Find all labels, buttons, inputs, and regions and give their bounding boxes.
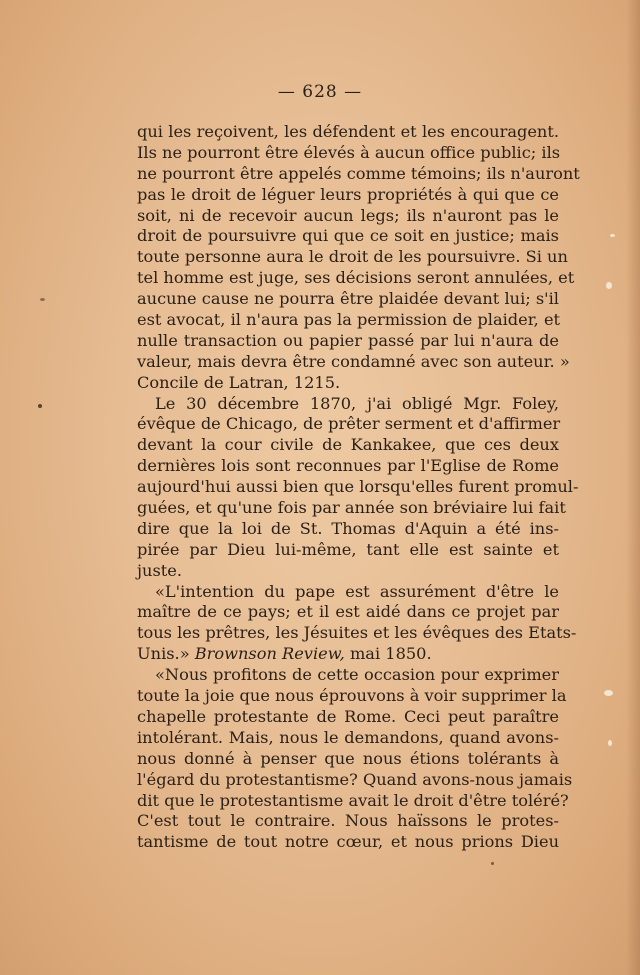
text-line: toute la joie que nous éprouvons à voir supprimer la bbox=[137, 686, 567, 706]
paper-speck bbox=[606, 282, 612, 289]
paper-speck bbox=[610, 234, 615, 237]
paper-speck bbox=[38, 404, 42, 408]
text-line: dernières lois sont reconnues par l'Eglise de Rome bbox=[137, 456, 559, 476]
text-line: guées, et qu'une fois par année son bréviaire lui fait bbox=[137, 498, 566, 518]
text-line: «L'intention du pape est assurément d'être le bbox=[155, 581, 559, 601]
text-line: devant la cour civile de Kankakee, que ces deux bbox=[137, 435, 559, 455]
text-line: nous donné à penser que nous étions tolérants à bbox=[137, 748, 559, 768]
text-line: tantisme de tout notre cœur, et nous prions Dieu bbox=[137, 832, 559, 852]
text-line: tel homme est juge, ses décisions seront annulées, et bbox=[137, 268, 575, 288]
paper-speck bbox=[491, 862, 494, 865]
text-line: C'est tout le contraire. Nous haïssons le protes- bbox=[137, 811, 559, 831]
text-line: dit que le protestantisme avait le droit d'être toléré? bbox=[137, 790, 569, 810]
text-line: aucune cause ne pourra être plaidée devant lui; s'il bbox=[137, 289, 559, 309]
text-line: maître de ce pays; et il est aidé dans ce projet par bbox=[137, 602, 559, 622]
text-line: l'égard du protestantisme? Quand avons-nous jamais bbox=[137, 769, 573, 789]
text-line: dire que la loi de St. Thomas d'Aquin a été ins- bbox=[137, 518, 559, 538]
text-line: pas le droit de léguer leurs propriétés à qui que ce bbox=[137, 184, 559, 204]
text-line: évêque de Chicago, de prêter serment et d'affirmer bbox=[137, 414, 561, 434]
page-number: — 628 — bbox=[277, 82, 363, 102]
text-line: Ils ne pourront être élevés à aucun office public; ils bbox=[137, 142, 561, 162]
text-line: est avocat, il n'aura pas la permission de plaider, et bbox=[137, 310, 561, 330]
text-line: tous les prêtres, les Jésuites et les évêques des Etats- bbox=[137, 623, 577, 643]
text-line: «Nous profitons de cette occasion pour exprimer bbox=[155, 665, 559, 685]
text-line: valeur, mais devra être condamné avec son auteur. » bbox=[137, 351, 570, 371]
text-line: pirée par Dieu lui-même, tant elle est sainte et bbox=[137, 539, 559, 559]
text-line: Le 30 décembre 1870, j'ai obligé Mgr. Foley, bbox=[155, 393, 559, 413]
text-line: Concile de Latran, 1215. bbox=[137, 372, 341, 392]
text-line: qui les reçoivent, les défendent et les encouragent. bbox=[137, 122, 559, 141]
paper-speck bbox=[604, 690, 613, 696]
text-line: droit de poursuivre qui que ce soit en justice; mais bbox=[137, 226, 559, 246]
text-line: soit, ni de recevoir aucun legs; ils n'auront pas le bbox=[137, 205, 559, 225]
text-line: nulle transaction ou papier passé par lui n'aura de bbox=[137, 330, 559, 350]
paper-speck bbox=[40, 298, 45, 301]
text-line: ne pourront être appelés comme témoins; ils n'auront bbox=[137, 163, 580, 183]
text-line: juste. bbox=[137, 560, 182, 580]
text-line: toute personne aura le droit de les poursuivre. Si un bbox=[137, 247, 568, 267]
text-line: chapelle protestante de Rome. Ceci peut paraître bbox=[137, 706, 559, 726]
text-line: intolérant. Mais, nous le demandons, quand avons- bbox=[137, 727, 559, 747]
paper-speck bbox=[608, 740, 612, 746]
text-line: Unis.» Brownson Review, mai 1850. bbox=[137, 644, 432, 664]
text-line: aujourd'hui aussi bien que lorsqu'elles furent promul- bbox=[137, 477, 579, 497]
body-text bbox=[137, 122, 580, 853]
